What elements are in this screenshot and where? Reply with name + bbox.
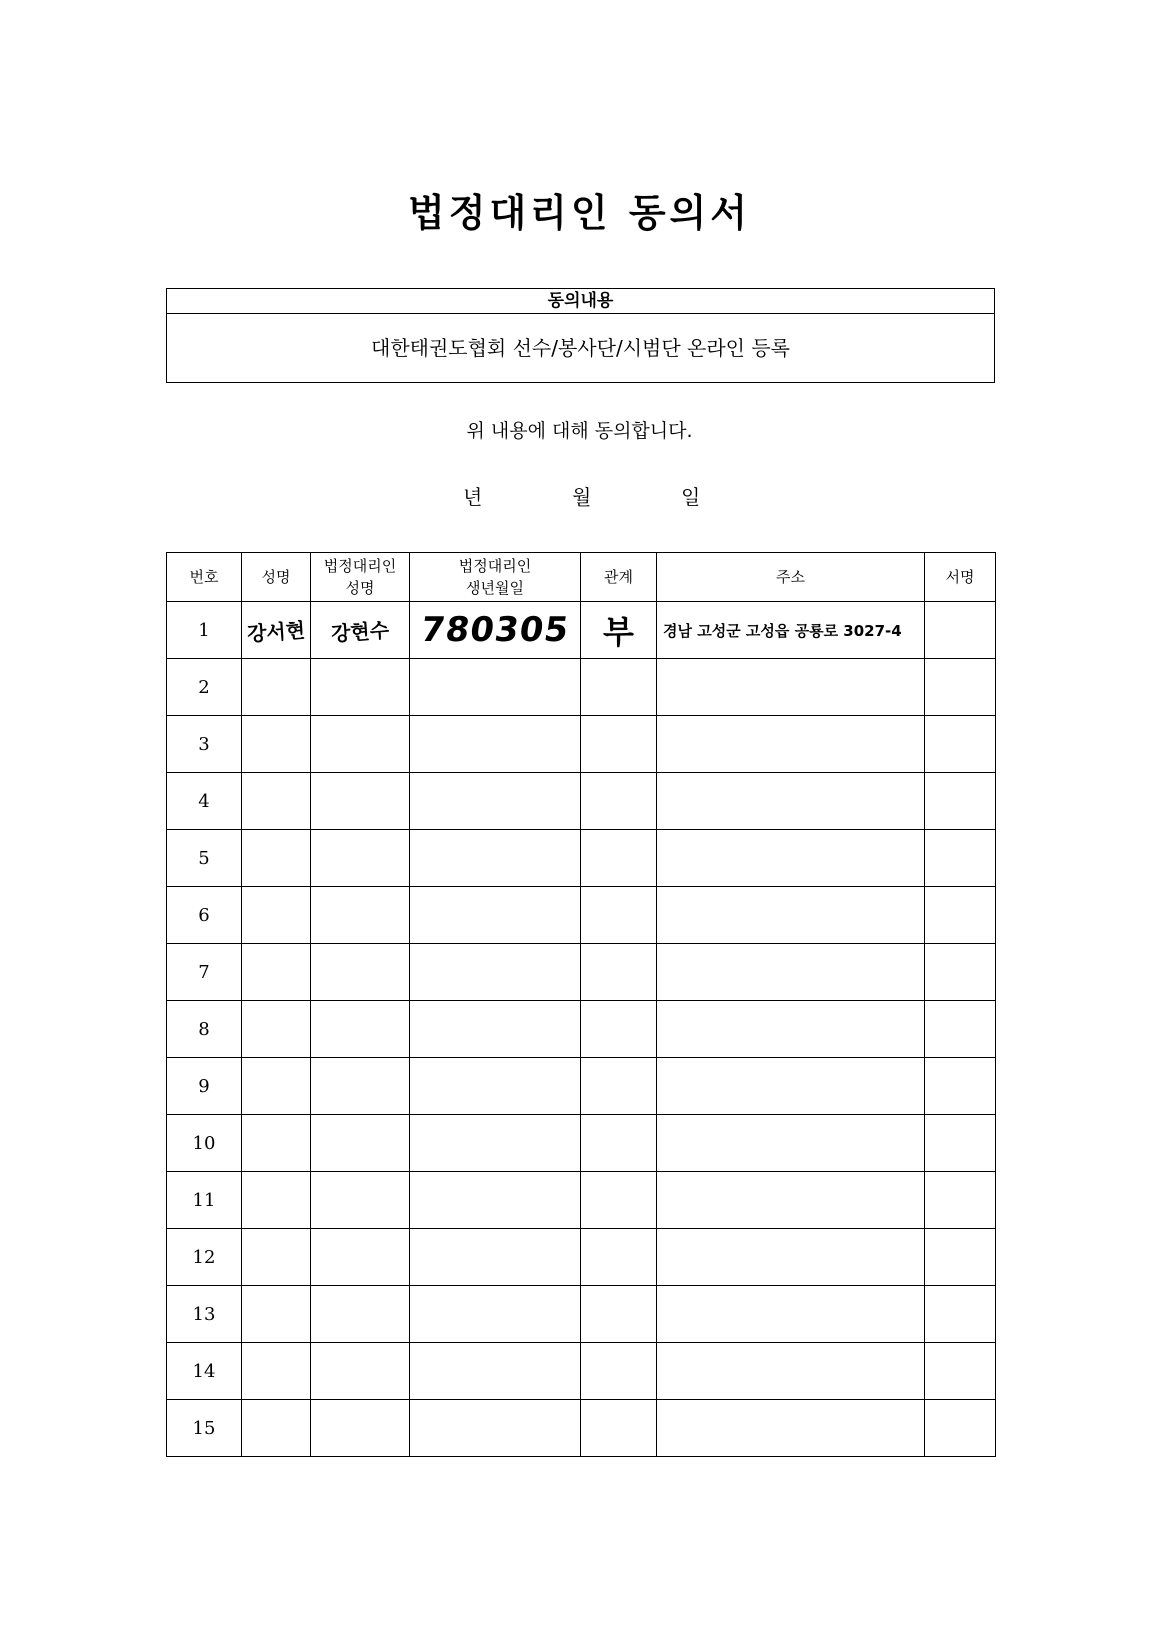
header-guardian-birth-line2: 생년월일 <box>466 579 524 597</box>
table-row <box>167 1286 996 1343</box>
cell-address[interactable] <box>657 1172 925 1229</box>
document-title: 법정대리인 동의서 <box>408 191 751 235</box>
cell-guardian-name[interactable] <box>311 1172 410 1229</box>
cell-relation[interactable] <box>581 830 657 887</box>
cell-relation[interactable] <box>581 716 657 773</box>
cell-number: 1 <box>167 602 242 659</box>
header-guardian-name <box>311 553 410 602</box>
cell-address[interactable] <box>657 659 925 716</box>
cell-guardian-birth[interactable] <box>410 1115 581 1172</box>
cell-number: 8 <box>167 1001 242 1058</box>
table-header-row <box>167 553 996 602</box>
cell-name[interactable] <box>242 773 311 830</box>
header-address: 주소 <box>657 553 925 602</box>
cell-address[interactable] <box>657 1001 925 1058</box>
cell-guardian-birth[interactable] <box>410 602 581 659</box>
cell-number: 11 <box>167 1172 242 1229</box>
table-row <box>167 830 996 887</box>
cell-guardian-name[interactable] <box>311 1229 410 1286</box>
cell-number: 14 <box>167 1343 242 1400</box>
cell-signature[interactable] <box>925 1172 996 1229</box>
cell-guardian-name[interactable] <box>311 716 410 773</box>
guardian-table <box>166 552 996 1457</box>
cell-name[interactable] <box>242 1058 311 1115</box>
cell-address[interactable] <box>657 1058 925 1115</box>
cell-guardian-name[interactable] <box>311 944 410 1001</box>
cell-number: 15 <box>167 1400 242 1457</box>
date-year-label: 년 <box>463 485 483 509</box>
cell-number: 10 <box>167 1115 242 1172</box>
cell-name[interactable] <box>242 1286 311 1343</box>
cell-address[interactable] <box>657 716 925 773</box>
cell-name[interactable] <box>242 1229 311 1286</box>
cell-relation[interactable] <box>581 659 657 716</box>
cell-guardian-name[interactable] <box>311 659 410 716</box>
cell-address[interactable] <box>657 1286 925 1343</box>
table-row <box>167 716 996 773</box>
cell-guardian-birth[interactable] <box>410 659 581 716</box>
cell-signature[interactable] <box>925 602 996 659</box>
table-row <box>167 1115 996 1172</box>
cell-signature[interactable] <box>925 1286 996 1343</box>
cell-name[interactable] <box>242 1343 311 1400</box>
table-row <box>167 1229 996 1286</box>
cell-signature[interactable] <box>925 830 996 887</box>
date-month-label: 월 <box>572 485 592 509</box>
cell-number: 12 <box>167 1229 242 1286</box>
table-row <box>167 1001 996 1058</box>
cell-relation[interactable] <box>581 1343 657 1400</box>
cell-guardian-name[interactable] <box>311 887 410 944</box>
header-guardian-name-line2: 성명 <box>345 579 375 597</box>
cell-name[interactable] <box>242 1115 311 1172</box>
cell-guardian-birth[interactable] <box>410 830 581 887</box>
cell-name[interactable] <box>242 602 311 659</box>
cell-signature[interactable] <box>925 716 996 773</box>
header-guardian-name-line1: 법정대리인 <box>323 557 397 575</box>
cell-address[interactable] <box>657 773 925 830</box>
cell-guardian-name[interactable] <box>311 1115 410 1172</box>
header-relation: 관계 <box>581 553 657 602</box>
cell-name[interactable] <box>242 830 311 887</box>
table-row <box>167 773 996 830</box>
cell-number: 9 <box>167 1058 242 1115</box>
cell-name[interactable] <box>242 716 311 773</box>
cell-number: 5 <box>167 830 242 887</box>
cell-guardian-name[interactable] <box>311 1286 410 1343</box>
cell-address[interactable] <box>657 1115 925 1172</box>
cell-signature[interactable] <box>925 944 996 1001</box>
cell-guardian-birth[interactable] <box>410 944 581 1001</box>
cell-name[interactable] <box>242 1001 311 1058</box>
cell-signature[interactable] <box>925 773 996 830</box>
cell-name[interactable] <box>242 659 311 716</box>
cell-relation[interactable] <box>581 773 657 830</box>
cell-address[interactable] <box>657 602 925 659</box>
cell-guardian-birth[interactable] <box>410 716 581 773</box>
cell-number: 2 <box>167 659 242 716</box>
consent-box <box>166 288 995 383</box>
cell-relation[interactable] <box>581 887 657 944</box>
consent-content: 대한태권도협회 선수/봉사단/시범단 온라인 등록 <box>371 336 790 360</box>
cell-signature[interactable] <box>925 1058 996 1115</box>
cell-guardian-birth[interactable] <box>410 1001 581 1058</box>
table-row <box>167 1343 996 1400</box>
cell-name[interactable] <box>242 887 311 944</box>
cell-relation[interactable] <box>581 1229 657 1286</box>
cell-relation[interactable] <box>581 1286 657 1343</box>
cell-guardian-name[interactable] <box>311 830 410 887</box>
cell-address[interactable] <box>657 830 925 887</box>
header-number: 번호 <box>167 553 242 602</box>
table-row <box>167 1172 996 1229</box>
table-row <box>167 1058 996 1115</box>
cell-relation[interactable] <box>581 1172 657 1229</box>
cell-address[interactable] <box>657 1400 925 1457</box>
cell-address[interactable] <box>657 1343 925 1400</box>
cell-number: 4 <box>167 773 242 830</box>
cell-signature[interactable] <box>925 1001 996 1058</box>
cell-guardian-name[interactable] <box>311 602 410 659</box>
cell-number: 7 <box>167 944 242 1001</box>
agreement-statement: 위 내용에 대해 동의합니다. <box>466 420 693 442</box>
handwritten-relation: 부 <box>603 613 634 651</box>
cell-relation[interactable] <box>581 944 657 1001</box>
date-day-label: 일 <box>681 485 701 509</box>
handwritten-guardian-name: 강현수 <box>330 617 390 646</box>
cell-address[interactable] <box>657 944 925 1001</box>
cell-signature[interactable] <box>925 1343 996 1400</box>
cell-address[interactable] <box>657 887 925 944</box>
header-signature: 서명 <box>925 553 996 602</box>
cell-relation[interactable] <box>581 1058 657 1115</box>
cell-signature[interactable] <box>925 1400 996 1457</box>
cell-name[interactable] <box>242 944 311 1001</box>
table-row <box>167 659 996 716</box>
cell-guardian-birth[interactable] <box>410 1286 581 1343</box>
table-row <box>167 944 996 1001</box>
handwritten-name: 강서현 <box>246 617 306 646</box>
header-guardian-birth <box>410 553 581 602</box>
cell-guardian-birth[interactable] <box>410 1229 581 1286</box>
header-name: 성명 <box>242 553 311 602</box>
cell-relation[interactable] <box>581 1001 657 1058</box>
handwritten-guardian-birth: 780305 <box>418 610 572 650</box>
cell-signature[interactable] <box>925 659 996 716</box>
cell-guardian-name[interactable] <box>311 1001 410 1058</box>
table-row <box>167 602 996 659</box>
cell-signature[interactable] <box>925 887 996 944</box>
cell-relation[interactable] <box>581 1400 657 1457</box>
cell-name[interactable] <box>242 1400 311 1457</box>
cell-guardian-birth[interactable] <box>410 773 581 830</box>
cell-guardian-name[interactable] <box>311 1058 410 1115</box>
cell-relation[interactable] <box>581 1115 657 1172</box>
table-row <box>167 1400 996 1457</box>
cell-guardian-birth[interactable] <box>410 1400 581 1457</box>
header-guardian-birth-line1: 법정대리인 <box>458 557 532 575</box>
cell-relation[interactable] <box>581 602 657 659</box>
cell-number: 3 <box>167 716 242 773</box>
cell-guardian-birth[interactable] <box>410 1343 581 1400</box>
cell-signature[interactable] <box>925 1229 996 1286</box>
consent-header: 동의내용 <box>167 289 994 314</box>
cell-address[interactable] <box>657 1229 925 1286</box>
cell-number: 13 <box>167 1286 242 1343</box>
cell-guardian-name[interactable] <box>311 1400 410 1457</box>
cell-guardian-name[interactable] <box>311 1343 410 1400</box>
table-row <box>167 887 996 944</box>
cell-guardian-name[interactable] <box>311 773 410 830</box>
cell-guardian-birth[interactable] <box>410 1058 581 1115</box>
cell-signature[interactable] <box>925 1115 996 1172</box>
cell-guardian-birth[interactable] <box>410 887 581 944</box>
cell-number: 6 <box>167 887 242 944</box>
cell-guardian-birth[interactable] <box>410 1172 581 1229</box>
cell-name[interactable] <box>242 1172 311 1229</box>
handwritten-address: 경남 고성군 고성읍 공룡로 3027-4 <box>663 621 902 640</box>
